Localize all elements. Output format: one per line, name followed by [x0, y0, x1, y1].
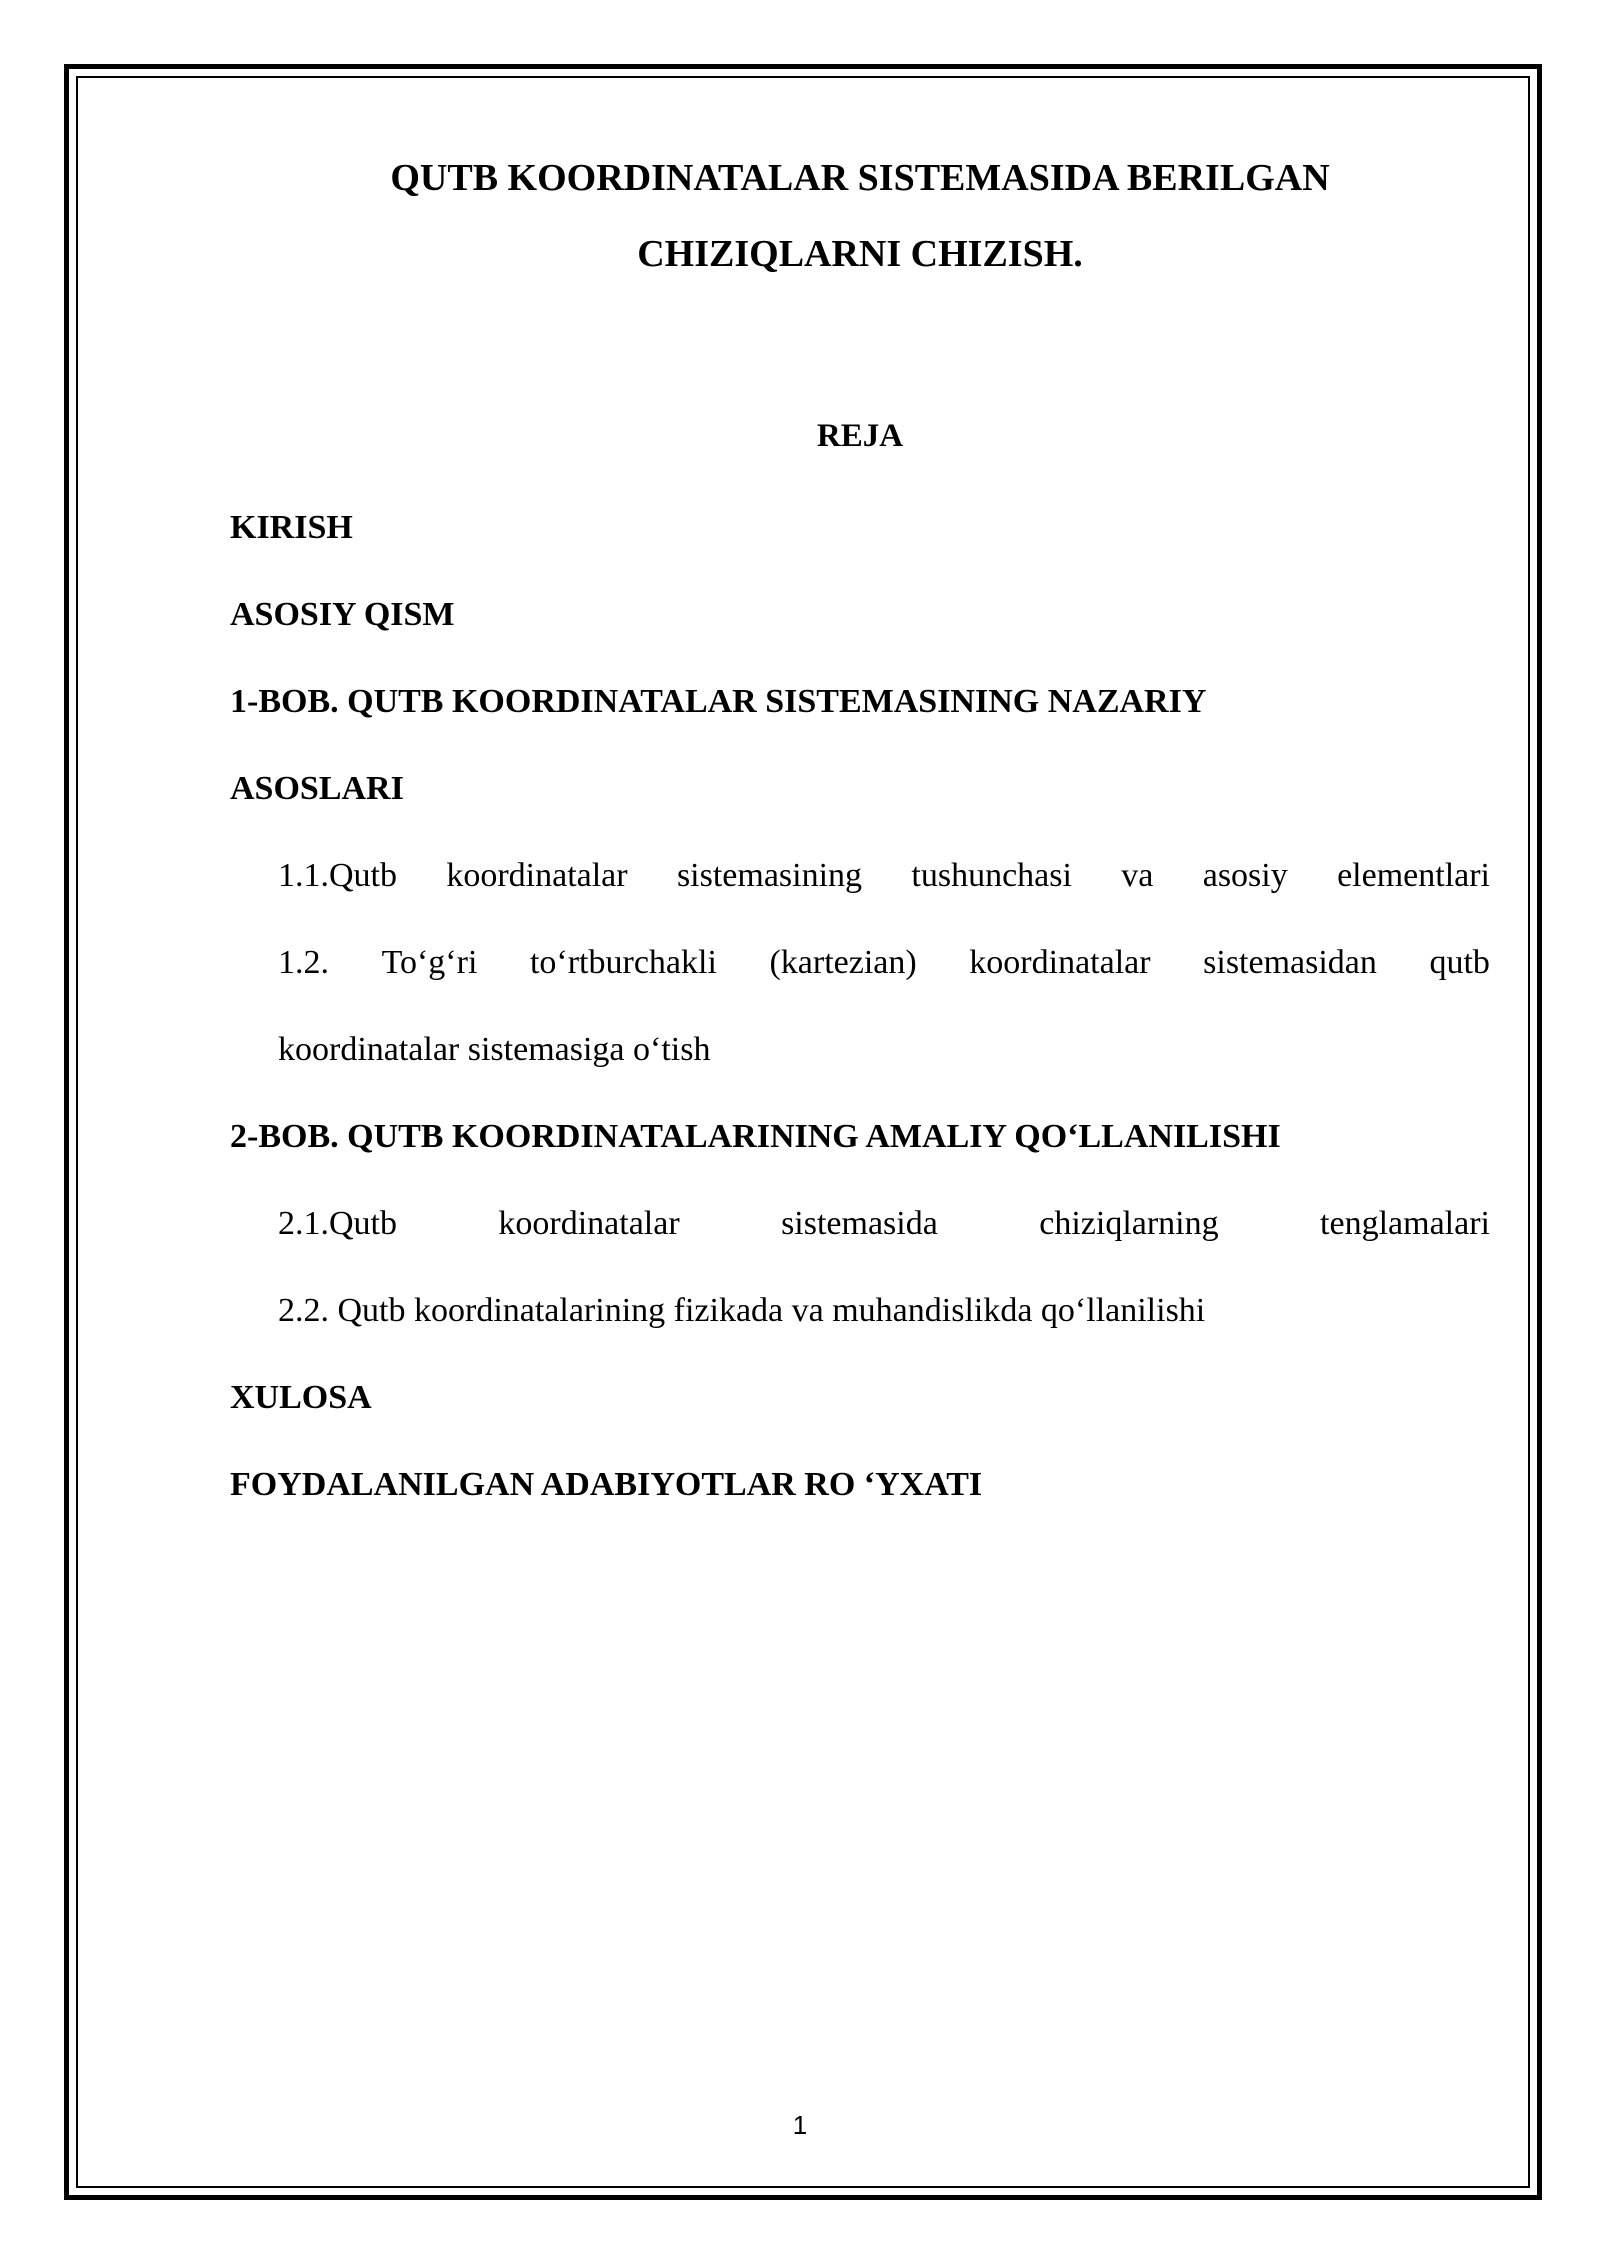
- word: koordinatalar: [969, 944, 1151, 981]
- title-line-2: CHIZIQLARNI CHIZISH.: [637, 233, 1083, 275]
- word: chiziqlarning: [1039, 1205, 1219, 1242]
- page-number: 1: [792, 2110, 808, 2140]
- toc-section-1-1: [278, 856, 1490, 896]
- word: 1.1.Qutb: [278, 857, 397, 894]
- word: asosiy: [1202, 857, 1288, 894]
- toc-section-1-2-line-2: koordinatalar sistemasiga o‘tish: [278, 1031, 711, 1068]
- toc-section-2-2: 2.2. Qutb koordinatalarining fizikada va muhandislikda qo‘llanilishi: [278, 1292, 1206, 1329]
- word: tushunchasi: [911, 857, 1072, 894]
- toc-chapter-1-line-2: ASOSLARI: [230, 770, 404, 807]
- plan-heading: REJA: [816, 418, 904, 454]
- toc-intro: KIRISH: [230, 509, 353, 546]
- toc-section-2-1: [278, 1204, 1490, 1244]
- word: sistemasidan: [1203, 944, 1377, 981]
- toc-chapter-2: 2-BOB. QUTB KOORDINATALARINING AMALIY QO‘LLANILISHI: [230, 1118, 1281, 1155]
- toc-references: FOYDALANILGAN ADABIYOTLAR RO ‘YXATI: [230, 1466, 983, 1503]
- word: 1.2.: [278, 944, 329, 981]
- toc-main-part: ASOSIY QISM: [230, 596, 455, 633]
- word: elementlari: [1337, 857, 1490, 894]
- word: to‘rtburchakli: [529, 944, 717, 981]
- word: koordinatalar: [498, 1205, 680, 1242]
- document-title: [230, 140, 1490, 292]
- word: va: [1121, 857, 1154, 894]
- word: 2.1.Qutb: [278, 1205, 397, 1242]
- word: sistemasining: [676, 857, 863, 894]
- word: (kartezian): [769, 944, 917, 981]
- toc-section-1-2-line-1: [278, 943, 1490, 983]
- word: tenglamalari: [1320, 1205, 1490, 1242]
- word: koordinatalar: [446, 857, 628, 894]
- word: To‘g‘ri: [381, 944, 478, 981]
- toc-conclusion: XULOSA: [230, 1379, 372, 1416]
- title-line-1: QUTB KOORDINATALAR SISTEMASIDA BERILGAN: [390, 157, 1330, 199]
- word: sistemasida: [781, 1205, 938, 1242]
- word: qutb: [1429, 944, 1490, 981]
- toc-chapter-1-line-1: 1-BOB. QUTB KOORDINATALAR SISTEMASINING NAZARIY: [230, 683, 1207, 720]
